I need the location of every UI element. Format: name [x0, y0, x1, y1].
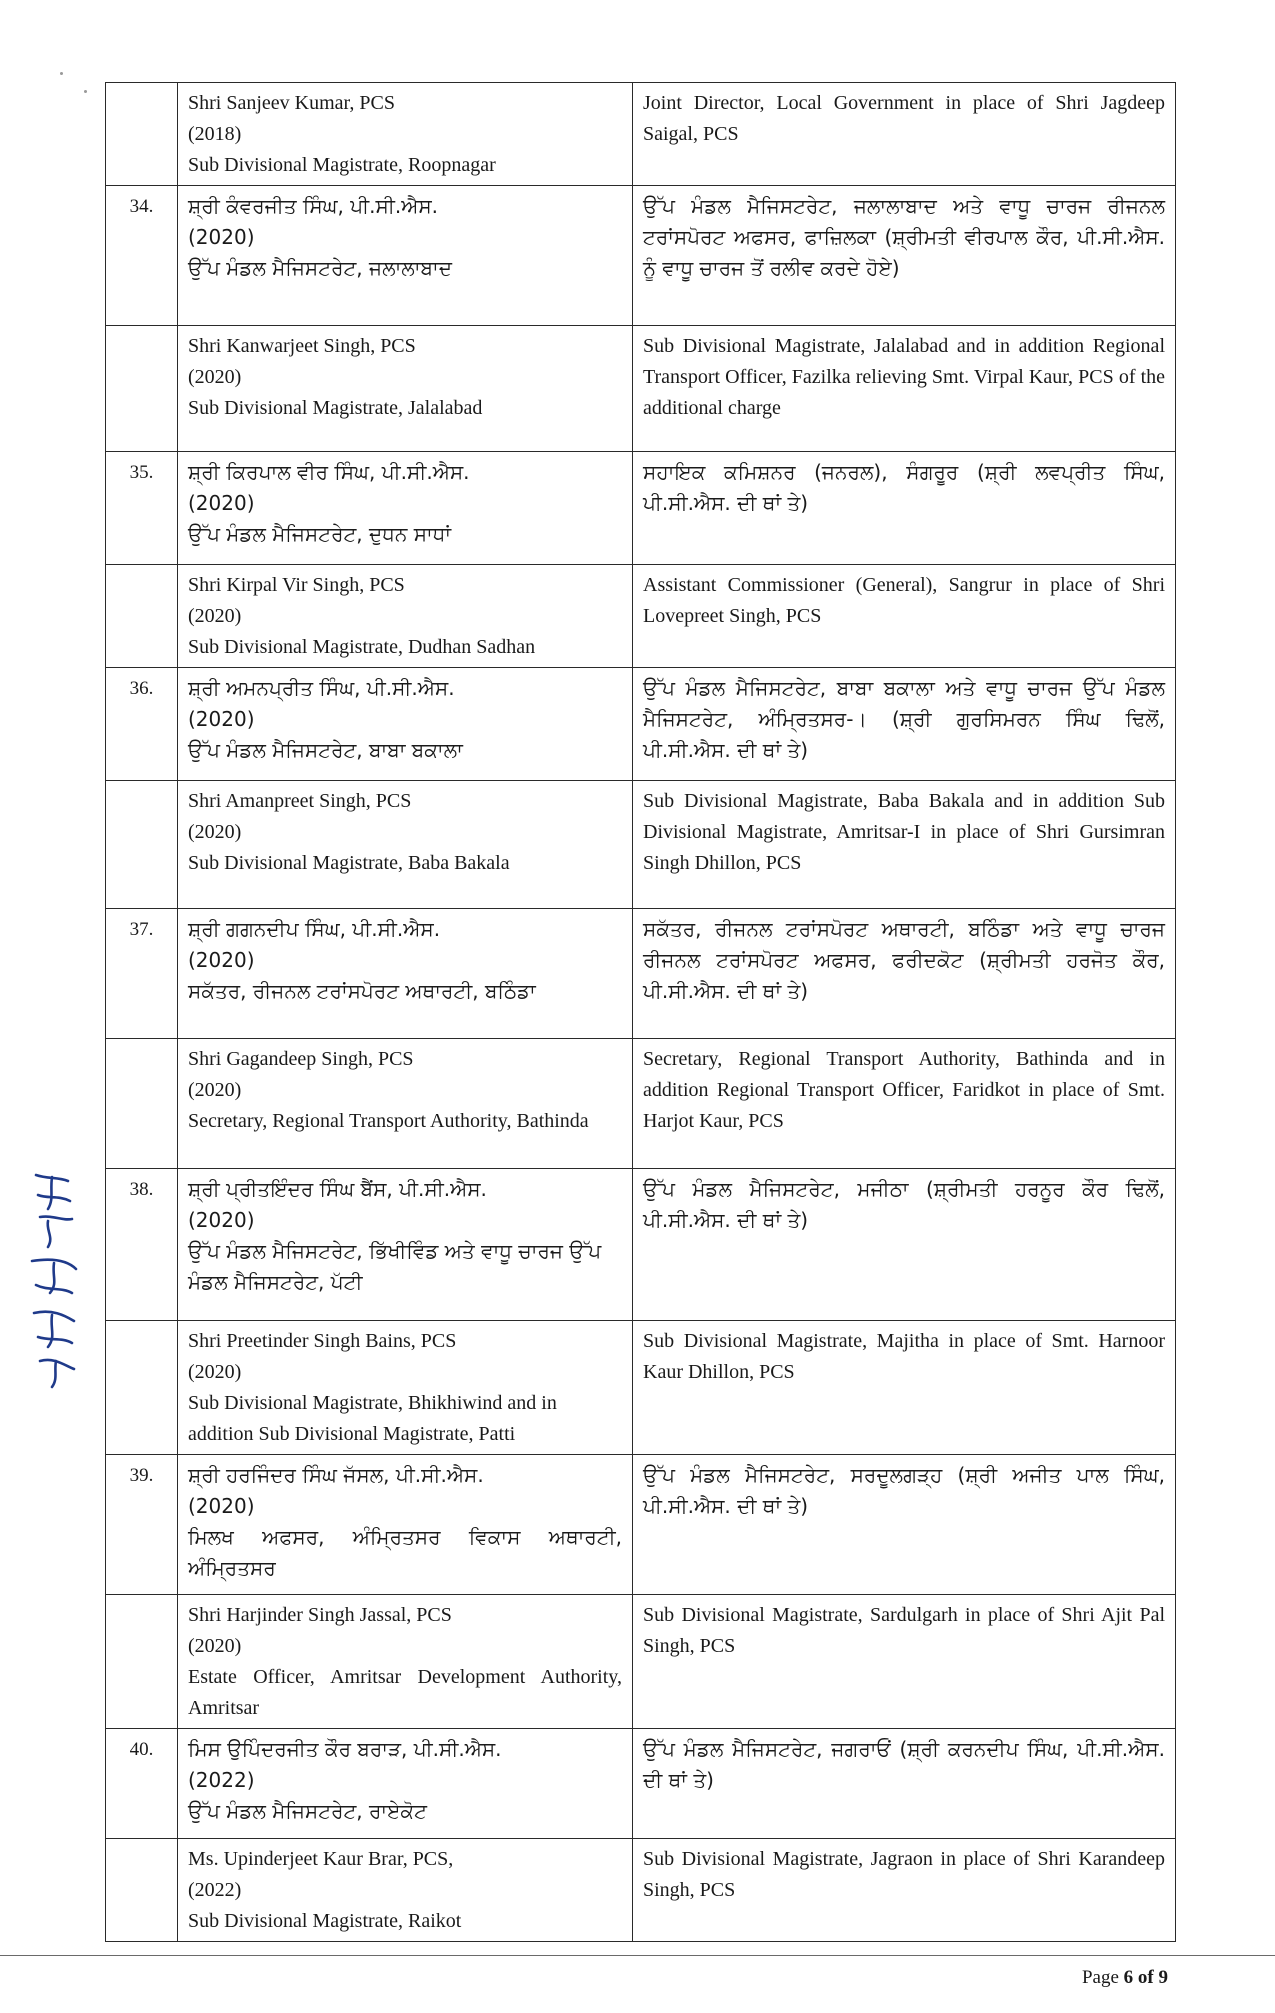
- officer-name: ਸ਼੍ਰੀ ਅਮਨਪ੍ਰੀਤ ਸਿੰਘ, ਪੀ.ਸੀ.ਐਸ.: [188, 676, 455, 700]
- posting-cell: Sub Divisional Magistrate, Jalalabad and in addition Regional Transport Officer, Fazilka relieving Smt. Virpal Kaur, PCS of the additional charge: [633, 326, 1176, 452]
- signature-mark: [18, 1165, 88, 1395]
- officer-current-post: Secretary, Regional Transport Authority, Bathinda: [188, 1110, 589, 1132]
- officer-current-post: Sub Divisional Magistrate, Bhikhiwind and in addition Sub Divisional Magistrate, Patti: [188, 1392, 557, 1445]
- serial-cell: [106, 1595, 178, 1729]
- serial-cell: [106, 1839, 178, 1942]
- serial-cell: [106, 83, 178, 186]
- officer-batch: (2020): [188, 366, 242, 388]
- table-row: [106, 668, 1176, 781]
- officer-name: Shri Preetinder Singh Bains, PCS: [188, 1330, 457, 1352]
- table-row: [106, 186, 1176, 326]
- posting-cell: Joint Director, Local Government in place of Shri Jagdeep Saigal, PCS: [633, 83, 1176, 186]
- page-number-label: Page: [1081, 1967, 1119, 1988]
- scan-speck: [84, 90, 87, 93]
- officer-name: ਸ਼੍ਰੀ ਗਗਨਦੀਪ ਸਿੰਘ, ਪੀ.ਸੀ.ਐਸ.: [188, 917, 441, 941]
- transfer-table: [105, 82, 1176, 1942]
- posting-cell: ਸਕੱਤਰ, ਰੀਜਨਲ ਟਰਾਂਸਪੋਰਟ ਅਥਾਰਟੀ, ਬਠਿੰਡਾ ਅਤੇ ਵਾਧੂ ਚਾਰਜ ਰੀਜਨਲ ਟਰਾਂਸਪੋਰਟ ਅਫਸਰ, ਫਰੀਦਕੋਟ (ਸ਼੍ਰੀਮਤੀ ਹਰਜੋਤ ਕੌਰ, ਪੀ.ਸੀ.ਐਸ. ਦੀ ਥਾਂ ਤੇ): [633, 909, 1176, 1039]
- officer-name: Shri Amanpreet Singh, PCS: [188, 790, 412, 812]
- officer-current-post: Sub Divisional Magistrate, Dudhan Sadhan: [188, 636, 536, 658]
- officer-current-post: ਉੱਪ ਮੰਡਲ ਮੈਜਿਸਟਰੇਟ, ਭਿੱਖੀਵਿੰਡ ਅਤੇ ਵਾਧੂ ਚਾਰਜ ਉੱਪ ਮੰਡਲ ਮੈਜਿਸਟਰੇਟ, ਪੱਟੀ: [188, 1239, 602, 1294]
- officer-batch: (2020): [188, 1635, 242, 1657]
- officer-name: Shri Kirpal Vir Singh, PCS: [188, 574, 405, 596]
- table-row: [106, 326, 1176, 452]
- serial-cell: 35.: [106, 452, 178, 565]
- posting-cell: Sub Divisional Magistrate, Majitha in place of Smt. Harnoor Kaur Dhillon, PCS: [633, 1321, 1176, 1455]
- officer-cell: [178, 1039, 633, 1169]
- officer-current-post: ਸਕੱਤਰ, ਰੀਜਨਲ ਟਰਾਂਸਪੋਰਟ ਅਥਾਰਟੀ, ਬਠਿੰਡਾ: [188, 979, 536, 1003]
- serial-cell: [106, 1039, 178, 1169]
- posting-cell: ਉੱਪ ਮੰਡਲ ਮੈਜਿਸਟਰੇਟ, ਜਗਰਾਓਂ (ਸ਼੍ਰੀ ਕਰਨਦੀਪ ਸਿੰਘ, ਪੀ.ਸੀ.ਐਸ. ਦੀ ਥਾਂ ਤੇ): [633, 1729, 1176, 1839]
- officer-current-post: ਉੱਪ ਮੰਡਲ ਮੈਜਿਸਟਰੇਟ, ਬਾਬਾ ਬਕਾਲਾ: [188, 738, 463, 762]
- officer-current-post: Sub Divisional Magistrate, Roopnagar: [188, 154, 496, 176]
- posting-cell: Sub Divisional Magistrate, Baba Bakala and in addition Sub Divisional Magistrate, Amritsar-I in place of Shri Gursimran Singh Dhillon, PCS: [633, 781, 1176, 909]
- officer-batch: (2020): [188, 821, 242, 843]
- officer-cell: [178, 1169, 633, 1321]
- table-row: [106, 909, 1176, 1039]
- serial-cell: 39.: [106, 1455, 178, 1595]
- officer-current-post: ਉੱਪ ਮੰਡਲ ਮੈਜਿਸਟਰੇਟ, ਦੁਧਨ ਸਾਧਾਂ: [188, 522, 452, 546]
- officer-cell: [178, 1729, 633, 1839]
- officer-cell: [178, 1455, 633, 1595]
- officer-name: Shri Sanjeev Kumar, PCS: [188, 92, 395, 114]
- officer-current-post: ਉੱਪ ਮੰਡਲ ਮੈਜਿਸਟਰੇਟ, ਰਾਏਕੋਟ: [188, 1799, 427, 1823]
- officer-name: ਸ਼੍ਰੀ ਕਿਰਪਾਲ ਵੀਰ ਸਿੰਘ, ਪੀ.ਸੀ.ਐਸ.: [188, 460, 470, 484]
- table-row: [106, 1039, 1176, 1169]
- serial-cell: [106, 565, 178, 668]
- officer-name: ਸ਼੍ਰੀ ਪ੍ਰੀਤਇੰਦਰ ਸਿੰਘ ਬੈਂਸ, ਪੀ.ਸੀ.ਐਸ.: [188, 1177, 487, 1201]
- officer-batch: (2020): [188, 1361, 242, 1383]
- posting-cell: Sub Divisional Magistrate, Sardulgarh in place of Shri Ajit Pal Singh, PCS: [633, 1595, 1176, 1729]
- serial-cell: [106, 326, 178, 452]
- officer-batch: (2020): [188, 605, 242, 627]
- table-row: [106, 1169, 1176, 1321]
- officer-current-post: ਉੱਪ ਮੰਡਲ ਮੈਜਿਸਟਰੇਟ, ਜਲਾਲਾਬਾਦ: [188, 256, 452, 280]
- officer-cell: [178, 668, 633, 781]
- officer-batch: (2018): [188, 123, 242, 145]
- officer-name: Shri Gagandeep Singh, PCS: [188, 1048, 414, 1070]
- officer-batch: (2020): [188, 225, 255, 249]
- officer-cell: [178, 83, 633, 186]
- page-number: [1082, 1967, 1168, 1989]
- table-row: [106, 1595, 1176, 1729]
- table-row: [106, 1455, 1176, 1595]
- officer-name: ਸ਼੍ਰੀ ਕੰਵਰਜੀਤ ਸਿੰਘ, ਪੀ.ਸੀ.ਐਸ.: [188, 194, 439, 218]
- posting-cell: Assistant Commissioner (General), Sangrur in place of Shri Lovepreet Singh, PCS: [633, 565, 1176, 668]
- posting-cell: ਉੱਪ ਮੰਡਲ ਮੈਜਿਸਟਰੇਟ, ਮਜੀਠਾ (ਸ਼੍ਰੀਮਤੀ ਹਰਨੂਰ ਕੌਰ ਢਿਲੋਂ, ਪੀ.ਸੀ.ਐਸ. ਦੀ ਥਾਂ ਤੇ): [633, 1169, 1176, 1321]
- officer-batch: (2020): [188, 491, 255, 515]
- table-row: [106, 1839, 1176, 1942]
- posting-cell: ਉੱਪ ਮੰਡਲ ਮੈਜਿਸਟਰੇਟ, ਸਰਦੂਲਗੜ੍ਹ (ਸ਼੍ਰੀ ਅਜੀਤ ਪਾਲ ਸਿੰਘ, ਪੀ.ਸੀ.ਐਸ. ਦੀ ਥਾਂ ਤੇ): [633, 1455, 1176, 1595]
- table-row: [106, 1321, 1176, 1455]
- officer-cell: [178, 781, 633, 909]
- scan-speck: [60, 72, 63, 75]
- posting-cell: Secretary, Regional Transport Authority, Bathinda and in addition Regional Transport Officer, Faridkot in place of Smt. Harjot Kaur, PCS: [633, 1039, 1176, 1169]
- serial-cell: 37.: [106, 909, 178, 1039]
- posting-cell: ਸਹਾਇਕ ਕਮਿਸ਼ਨਰ (ਜਨਰਲ), ਸੰਗਰੂਰ (ਸ਼੍ਰੀ ਲਵਪ੍ਰੀਤ ਸਿੰਘ, ਪੀ.ਸੀ.ਐਸ. ਦੀ ਥਾਂ ਤੇ): [633, 452, 1176, 565]
- officer-cell: [178, 326, 633, 452]
- officer-batch: (2020): [188, 707, 255, 731]
- officer-current-post: ਮਿਲਖ ਅਫਸਰ, ਅੰਮ੍ਰਿਤਸਰ ਵਿਕਾਸ ਅਥਾਰਟੀ, ਅੰਮ੍ਰਿਤਸਰ: [188, 1525, 622, 1580]
- officer-batch: (2022): [188, 1879, 242, 1901]
- officer-name: Shri Kanwarjeet Singh, PCS: [188, 335, 416, 357]
- posting-cell: ਉੱਪ ਮੰਡਲ ਮੈਜਿਸਟਰੇਟ, ਬਾਬਾ ਬਕਾਲਾ ਅਤੇ ਵਾਧੂ ਚਾਰਜ ਉੱਪ ਮੰਡਲ ਮੈਜਿਸਟਰੇਟ, ਅੰਮ੍ਰਿਤਸਰ-। (ਸ਼੍ਰੀ ਗੁਰਸਿਮਰਨ ਸਿੰਘ ਢਿਲੋਂ, ਪੀ.ਸੀ.ਐਸ. ਦੀ ਥਾਂ ਤੇ): [633, 668, 1176, 781]
- serial-cell: 34.: [106, 186, 178, 326]
- serial-cell: 36.: [106, 668, 178, 781]
- officer-batch: (2020): [188, 1079, 242, 1101]
- officer-cell: [178, 1321, 633, 1455]
- posting-cell: Sub Divisional Magistrate, Jagraon in place of Shri Karandeep Singh, PCS: [633, 1839, 1176, 1942]
- officer-current-post: Sub Divisional Magistrate, Baba Bakala: [188, 852, 510, 874]
- officer-cell: [178, 1839, 633, 1942]
- table-row: [106, 1729, 1176, 1839]
- serial-cell: [106, 1321, 178, 1455]
- serial-cell: 40.: [106, 1729, 178, 1839]
- footer-rule: [0, 1955, 1275, 1956]
- officer-batch: (2020): [188, 1494, 255, 1518]
- posting-cell: ਉੱਪ ਮੰਡਲ ਮੈਜਿਸਟਰੇਟ, ਜਲਾਲਾਬਾਦ ਅਤੇ ਵਾਧੂ ਚਾਰਜ ਰੀਜਨਲ ਟਰਾਂਸਪੋਰਟ ਅਫਸਰ, ਫਾਜ਼ਿਲਕਾ (ਸ਼੍ਰੀਮਤੀ ਵੀਰਪਾਲ ਕੌਰ, ਪੀ.ਸੀ.ਐਸ. ਨੂੰ ਵਾਧੂ ਚਾਰਜ ਤੋਂ ਰਲੀਵ ਕਰਦੇ ਹੋਏ): [633, 186, 1176, 326]
- officer-current-post: Estate Officer, Amritsar Development Authority, Amritsar: [188, 1666, 622, 1719]
- table-row: [106, 565, 1176, 668]
- page-number-value: 6 of 9: [1123, 1967, 1168, 1988]
- officer-batch: (2020): [188, 1208, 255, 1232]
- table-row: [106, 452, 1176, 565]
- officer-name: ਸ਼੍ਰੀ ਹਰਜਿੰਦਰ ਸਿੰਘ ਜੱਸਲ, ਪੀ.ਸੀ.ਐਸ.: [188, 1463, 484, 1487]
- officer-name: Shri Harjinder Singh Jassal, PCS: [188, 1604, 452, 1626]
- officer-cell: [178, 565, 633, 668]
- officer-cell: [178, 1595, 633, 1729]
- officer-cell: [178, 186, 633, 326]
- officer-current-post: Sub Divisional Magistrate, Jalalabad: [188, 397, 483, 419]
- serial-cell: [106, 781, 178, 909]
- serial-cell: 38.: [106, 1169, 178, 1321]
- officer-cell: [178, 452, 633, 565]
- officer-cell: [178, 909, 633, 1039]
- table-row: [106, 83, 1176, 186]
- officer-current-post: Sub Divisional Magistrate, Raikot: [188, 1910, 462, 1932]
- officer-batch: (2022): [188, 1768, 255, 1792]
- officer-batch: (2020): [188, 948, 255, 972]
- officer-name: ਮਿਸ ਉਪਿੰਦਰਜੀਤ ਕੌਰ ਬਰਾੜ, ਪੀ.ਸੀ.ਐਸ.: [188, 1737, 502, 1761]
- officer-name: Ms. Upinderjeet Kaur Brar, PCS,: [188, 1848, 454, 1870]
- table-row: [106, 781, 1176, 909]
